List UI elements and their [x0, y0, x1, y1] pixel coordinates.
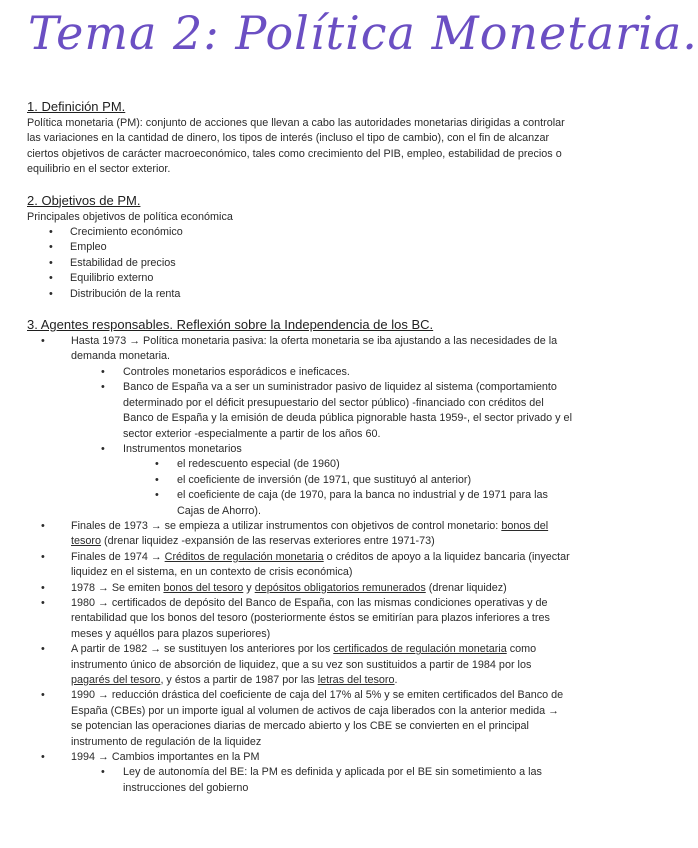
- item-text: (drenar liquidez -expansión de las reservas exteriores entre 1971-73): [101, 535, 435, 548]
- list-item: [27, 550, 572, 581]
- objectives-list: [27, 225, 572, 302]
- list-item: [27, 750, 572, 796]
- item-text: como instrumento único de absorción de liquidez, que a su vez son sustituidos a partir de 1984 por los: [71, 643, 537, 671]
- underlined-term: bonos del tesoro: [71, 519, 549, 548]
- list-item: [27, 642, 572, 688]
- list-item: • el redescuento especial (de 1960): [123, 457, 572, 472]
- item-text: Finales de 1973 → se empieza a utilizar instrumentos con objetivos de control monetario:: [71, 519, 502, 532]
- underlined-term: letras del tesoro: [317, 674, 395, 686]
- sublist: [71, 365, 572, 519]
- item-text: Instrumentos monetarios: [123, 442, 242, 455]
- sublist: [71, 765, 572, 796]
- list-item: [27, 581, 572, 596]
- list-item: • el coeficiente de caja (de 1970, para la banca no industrial y de 1971 para las Cajas de Ahorro).: [123, 488, 572, 519]
- item-text: Hasta 1973 → Política monetaria pasiva: la oferta monetaria se iba ajustando a las necesidades de la demanda monetaria.: [71, 335, 558, 363]
- objectives-intro: Principales objetivos de política económica: [27, 210, 233, 223]
- item-text: A partir de 1982 → se sustituyen los anteriores por los: [71, 643, 334, 656]
- item-text: 1994 → Cambios importantes en la PM: [71, 751, 260, 764]
- definition-text: Política monetaria (PM): conjunto de acciones que llevan a cabo las autoridades monetarias dirigidas a controlar las variaciones en la cantidad de dinero, los tipos de interés (incluso el tipo de cambio), con el fin de alcanzar ciertos objetivos de carácter macroeconómico, tales como crecimiento del PIB, empleo, estabilidad de precios o equilibrio en el sector exterior.: [27, 117, 565, 176]
- notes-content: [27, 98, 572, 810]
- page-title: Tema 2: Política Monetaria.: [28, 6, 698, 60]
- underlined-term: pagarés del tesoro: [71, 674, 161, 686]
- item-text: 1978 → Se emiten: [71, 581, 164, 594]
- list-item: • Empleo: [37, 240, 572, 255]
- item-text: o créditos de apoyo a la liquidez bancaria (inyectar liquidez en el sistema, en un contexto de crisis económica): [71, 550, 570, 579]
- list-item: • 1980 → certificados de depósito del Banco de España, con las mismas condiciones operativas y de rentabilidad que los bonos del tesoro (posteriormente éstos se emitirían para plazos inferiores a tres meses y aquéllos para plazos superiores): [27, 596, 572, 642]
- underlined-term: bonos del tesoro: [163, 581, 244, 594]
- list-item: • Estabilidad de precios: [37, 256, 572, 271]
- list-item: • el coeficiente de inversión (de 1971, que sustituyó al anterior): [123, 473, 572, 488]
- underlined-term: certificados de regulación monetaria: [333, 643, 507, 656]
- list-item: [27, 334, 572, 519]
- underlined-term: depósitos obligatorios remunerados: [254, 581, 426, 594]
- section-objectives: [27, 192, 572, 302]
- item-text: .: [394, 674, 398, 686]
- item-text: , y éstos a partir de 1987 por las: [160, 674, 318, 686]
- list-item: • Controles monetarios esporádicos e ineficaces.: [71, 365, 572, 380]
- list-item: • Equilibrio externo: [37, 271, 572, 286]
- section-agents: [27, 316, 572, 796]
- list-item: • Distribución de la renta: [37, 287, 572, 302]
- list-item: [27, 519, 572, 550]
- list-item: • Banco de España va a ser un suministrador pasivo de liquidez al sistema (comportamiento determinado por el déficit presupuestario del sector público) -financiado con créditos del Banco de España y la emisión de deuda pública pignorable hasta 1959-, el sector privado y el sector exterior -especialmente a partir de los años 60.: [71, 380, 572, 442]
- section-heading: 3. Agentes responsables. Reflexión sobre la Independencia de los BC.: [27, 317, 434, 333]
- timeline-list: [27, 334, 572, 796]
- item-text: (drenar liquidez): [425, 581, 507, 594]
- sublist: [123, 457, 572, 519]
- section-heading: 1. Definición PM.: [27, 99, 126, 114]
- section-heading: 2. Objetivos de PM.: [27, 192, 141, 208]
- item-text: y: [243, 581, 255, 594]
- list-item: • 1990 → reducción drástica del coeficiente de caja del 17% al 5% y se emiten certificados del Banco de España (CBEs) por un importe igual al volumen de activos de caja liberados con la anterior medida → se potencian las operaciones diarias de mercado abierto y los CBE se convierten en el principal instrumento de regulación de la liquidez: [27, 688, 572, 750]
- item-text: Finales de 1974 →: [71, 550, 165, 563]
- list-item: [71, 442, 572, 519]
- list-item: • Ley de autonomía del BE: la PM es definida y aplicada por el BE sin sometimiento a las instrucciones del gobierno: [71, 765, 572, 796]
- underlined-term: Créditos de regulación monetaria: [164, 550, 324, 563]
- list-item: • Crecimiento económico: [37, 225, 572, 240]
- section-definition: [27, 98, 572, 178]
